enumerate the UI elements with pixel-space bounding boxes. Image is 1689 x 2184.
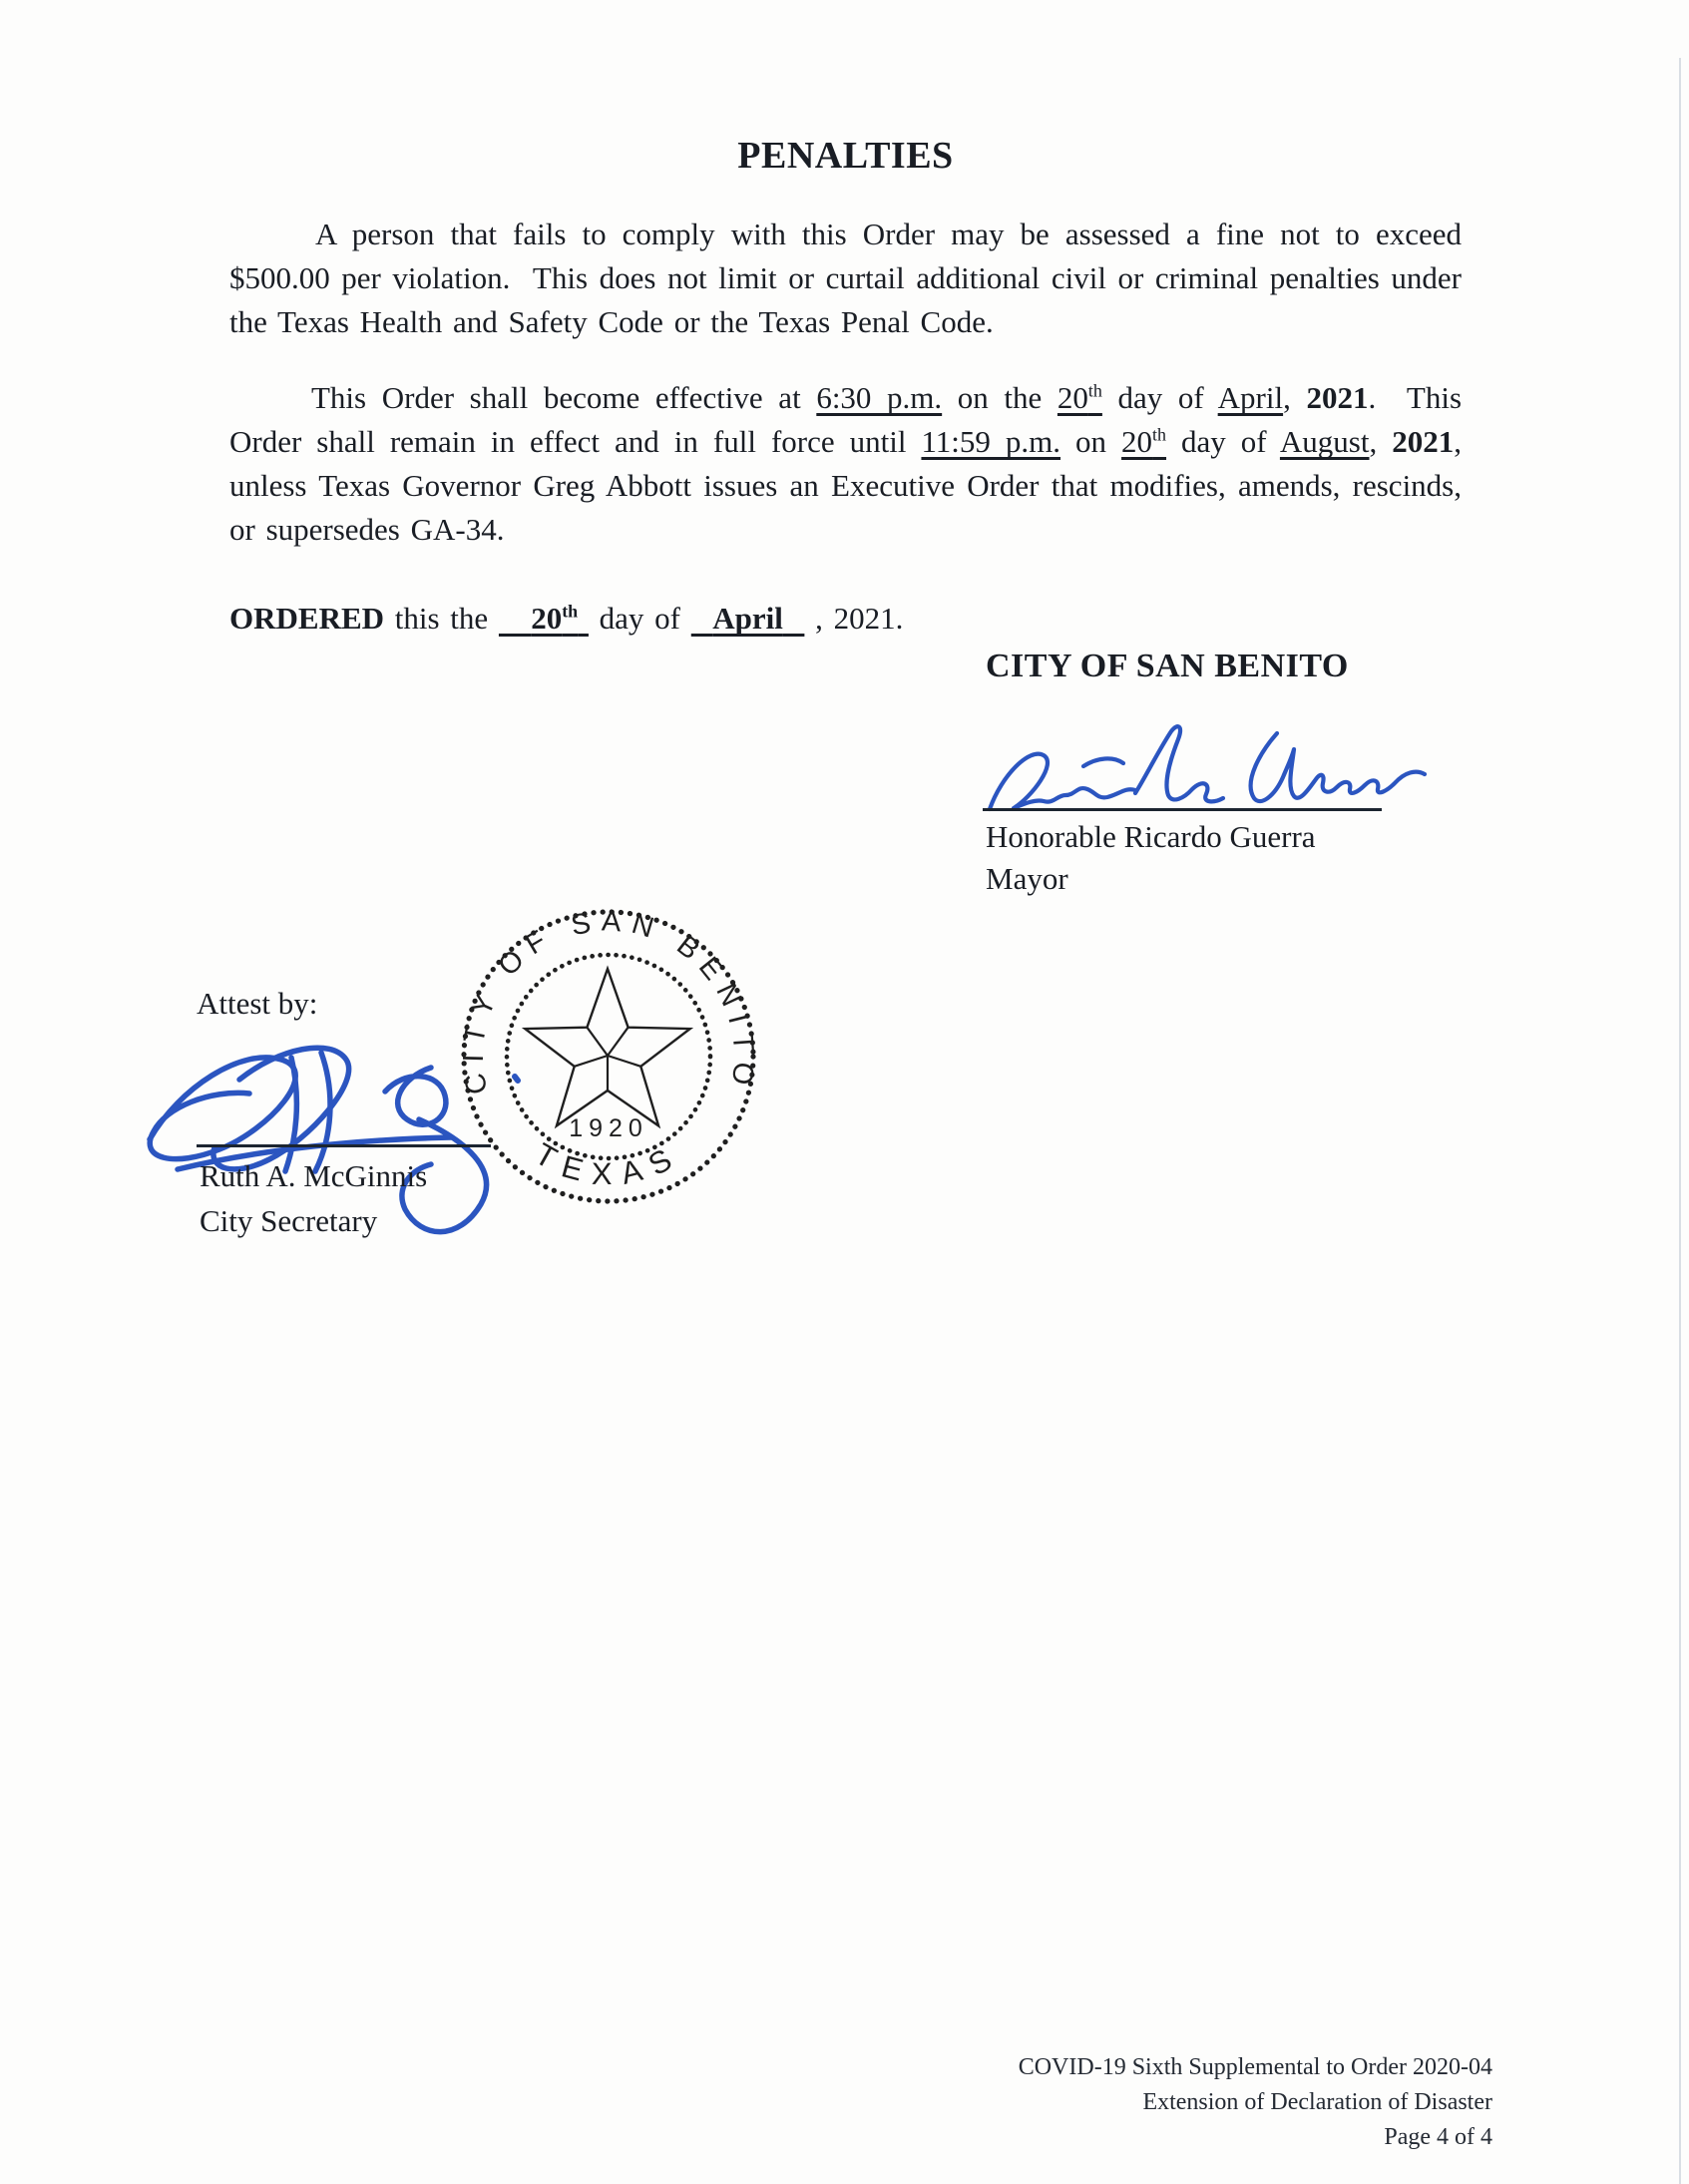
footer-document-title: COVID-19 Sixth Supplemental to Order 2020-04 [1018, 2054, 1492, 2080]
paragraph-penalties: A person that fails to comply with this Order may be assessed a fine not to exceed $500.00 per violation. This does not limit or curtail additional civil or criminal penalties under the Texas Health and Safety Code or the Texas Penal Code. [229, 217, 1462, 339]
city-seal [457, 906, 760, 1209]
scan-artifact-line [1679, 58, 1681, 2184]
footer-document-subtitle: Extension of Declaration of Disaster [1142, 2089, 1492, 2115]
footer-page-number: Page 4 of 4 [1384, 2124, 1492, 2150]
seal-star-icon [525, 969, 689, 1125]
page-footer [798, 2050, 1492, 2155]
secretary-name: Ruth A. McGinnis [200, 1158, 428, 1193]
secretary-title: City Secretary [200, 1203, 378, 1238]
seal-arc-bottom-text: TEXAS [529, 1135, 688, 1192]
mayor-signature [976, 711, 1445, 831]
secretary-signature-line [197, 1144, 491, 1147]
secretary-name-block [200, 1153, 427, 1243]
ordered-date-line: ORDERED this the 20th day of April , 2021. [229, 601, 904, 636]
mayor-signature-line [983, 808, 1382, 811]
mayor-name-block [986, 816, 1316, 900]
seal-year: 1920 [569, 1114, 648, 1142]
mayor-name: Honorable Ricardo Guerra [986, 819, 1316, 854]
section-heading: PENALTIES [737, 135, 954, 177]
attest-label: Attest by: [197, 986, 318, 1021]
mayor-title: Mayor [986, 861, 1068, 896]
city-name-heading: CITY OF SAN BENITO [986, 648, 1349, 684]
paragraph-effective-dates: This Order shall become effective at 6:30 p.m. on the 20th day of April, 2021. This Order shall remain in effect and in full force until 11:59 p.m. on 20th day of August, 2021, unless Texas Governor Greg Abbott issues an Executive Order that modifies, amends, rescinds, or supersedes GA-34. [229, 380, 1463, 547]
seal-arc-top-text: CITY OF SAN BENITO [457, 905, 760, 1097]
